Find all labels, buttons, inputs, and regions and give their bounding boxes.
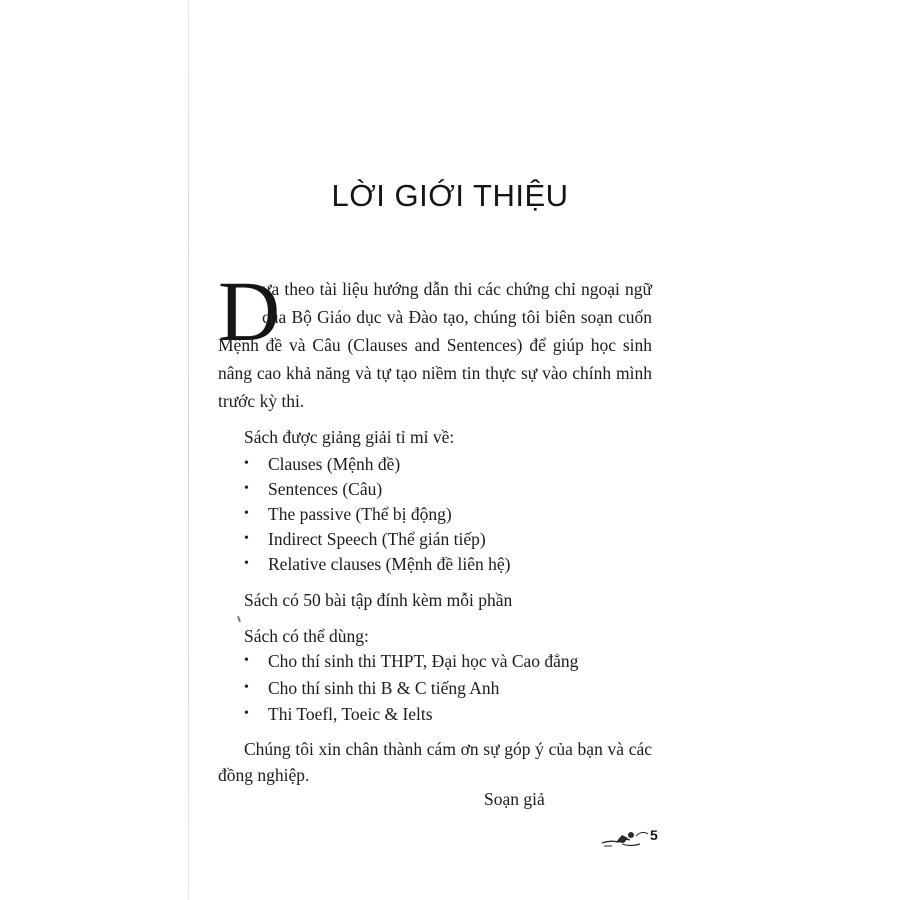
section2-heading: Sách có thể dùng: bbox=[244, 626, 369, 646]
section1-item-5: Relative clauses (Mệnh đề liên hệ) bbox=[268, 554, 511, 574]
bullet-icon: • bbox=[244, 653, 249, 668]
signature: Soạn giả bbox=[484, 789, 545, 809]
intro-line-2: của Bộ Giáo dục và Đào tạo, chúng tôi biên soạn cuốn bbox=[262, 307, 652, 327]
thanks-line-1: Chúng tôi xin chân thành cám ơn sự góp ý của bạn và các bbox=[244, 739, 652, 759]
intro-line-3: Mệnh đề và Câu (Clauses and Sentences) để giúp học sinh bbox=[218, 335, 652, 355]
section2-item-3: Thi Toefl, Toeic & Ielts bbox=[268, 704, 433, 724]
exercises-note: Sách có 50 bài tập đính kèm mỗi phần bbox=[244, 590, 513, 610]
section1-item-3: The passive (Thể bị động) bbox=[268, 504, 452, 524]
bullet-icon: • bbox=[244, 680, 249, 695]
intro-line-1: ựa theo tài liệu hướng dẫn thi các chứng chỉ ngoại ngữ bbox=[262, 279, 652, 299]
section1-heading: Sách được giảng giải tỉ mỉ về: bbox=[244, 427, 455, 447]
page-number: 5 bbox=[650, 827, 658, 843]
page-title: LỜI GIỚI THIỆU bbox=[331, 178, 569, 213]
section1-item-1: Clauses (Mệnh đề) bbox=[268, 454, 401, 474]
section1-item-2: Sentences (Câu) bbox=[268, 479, 383, 499]
bullet-icon: • bbox=[244, 481, 249, 496]
bullet-icon: • bbox=[244, 531, 249, 546]
section1-item-4: Indirect Speech (Thể gián tiếp) bbox=[268, 529, 486, 549]
page-gutter-line bbox=[188, 0, 189, 900]
thanks-line-2: đồng nghiệp. bbox=[218, 765, 310, 785]
bullet-icon: • bbox=[244, 456, 249, 471]
reading-figure-ornament-icon bbox=[600, 826, 656, 850]
print-speck bbox=[237, 616, 241, 622]
section2-item-2: Cho thí sinh thi B & C tiếng Anh bbox=[268, 678, 500, 698]
bullet-icon: • bbox=[244, 706, 249, 721]
bullet-icon: • bbox=[244, 506, 249, 521]
intro-line-5: trước kỳ thi. bbox=[218, 391, 305, 411]
bullet-icon: • bbox=[244, 556, 249, 571]
section2-item-1: Cho thí sinh thi THPT, Đại học và Cao đẳng bbox=[268, 651, 579, 671]
intro-line-4: nâng cao khả năng và tự tạo niềm tin thực sự vào chính mình bbox=[218, 363, 652, 383]
drop-cap: D bbox=[218, 263, 281, 359]
